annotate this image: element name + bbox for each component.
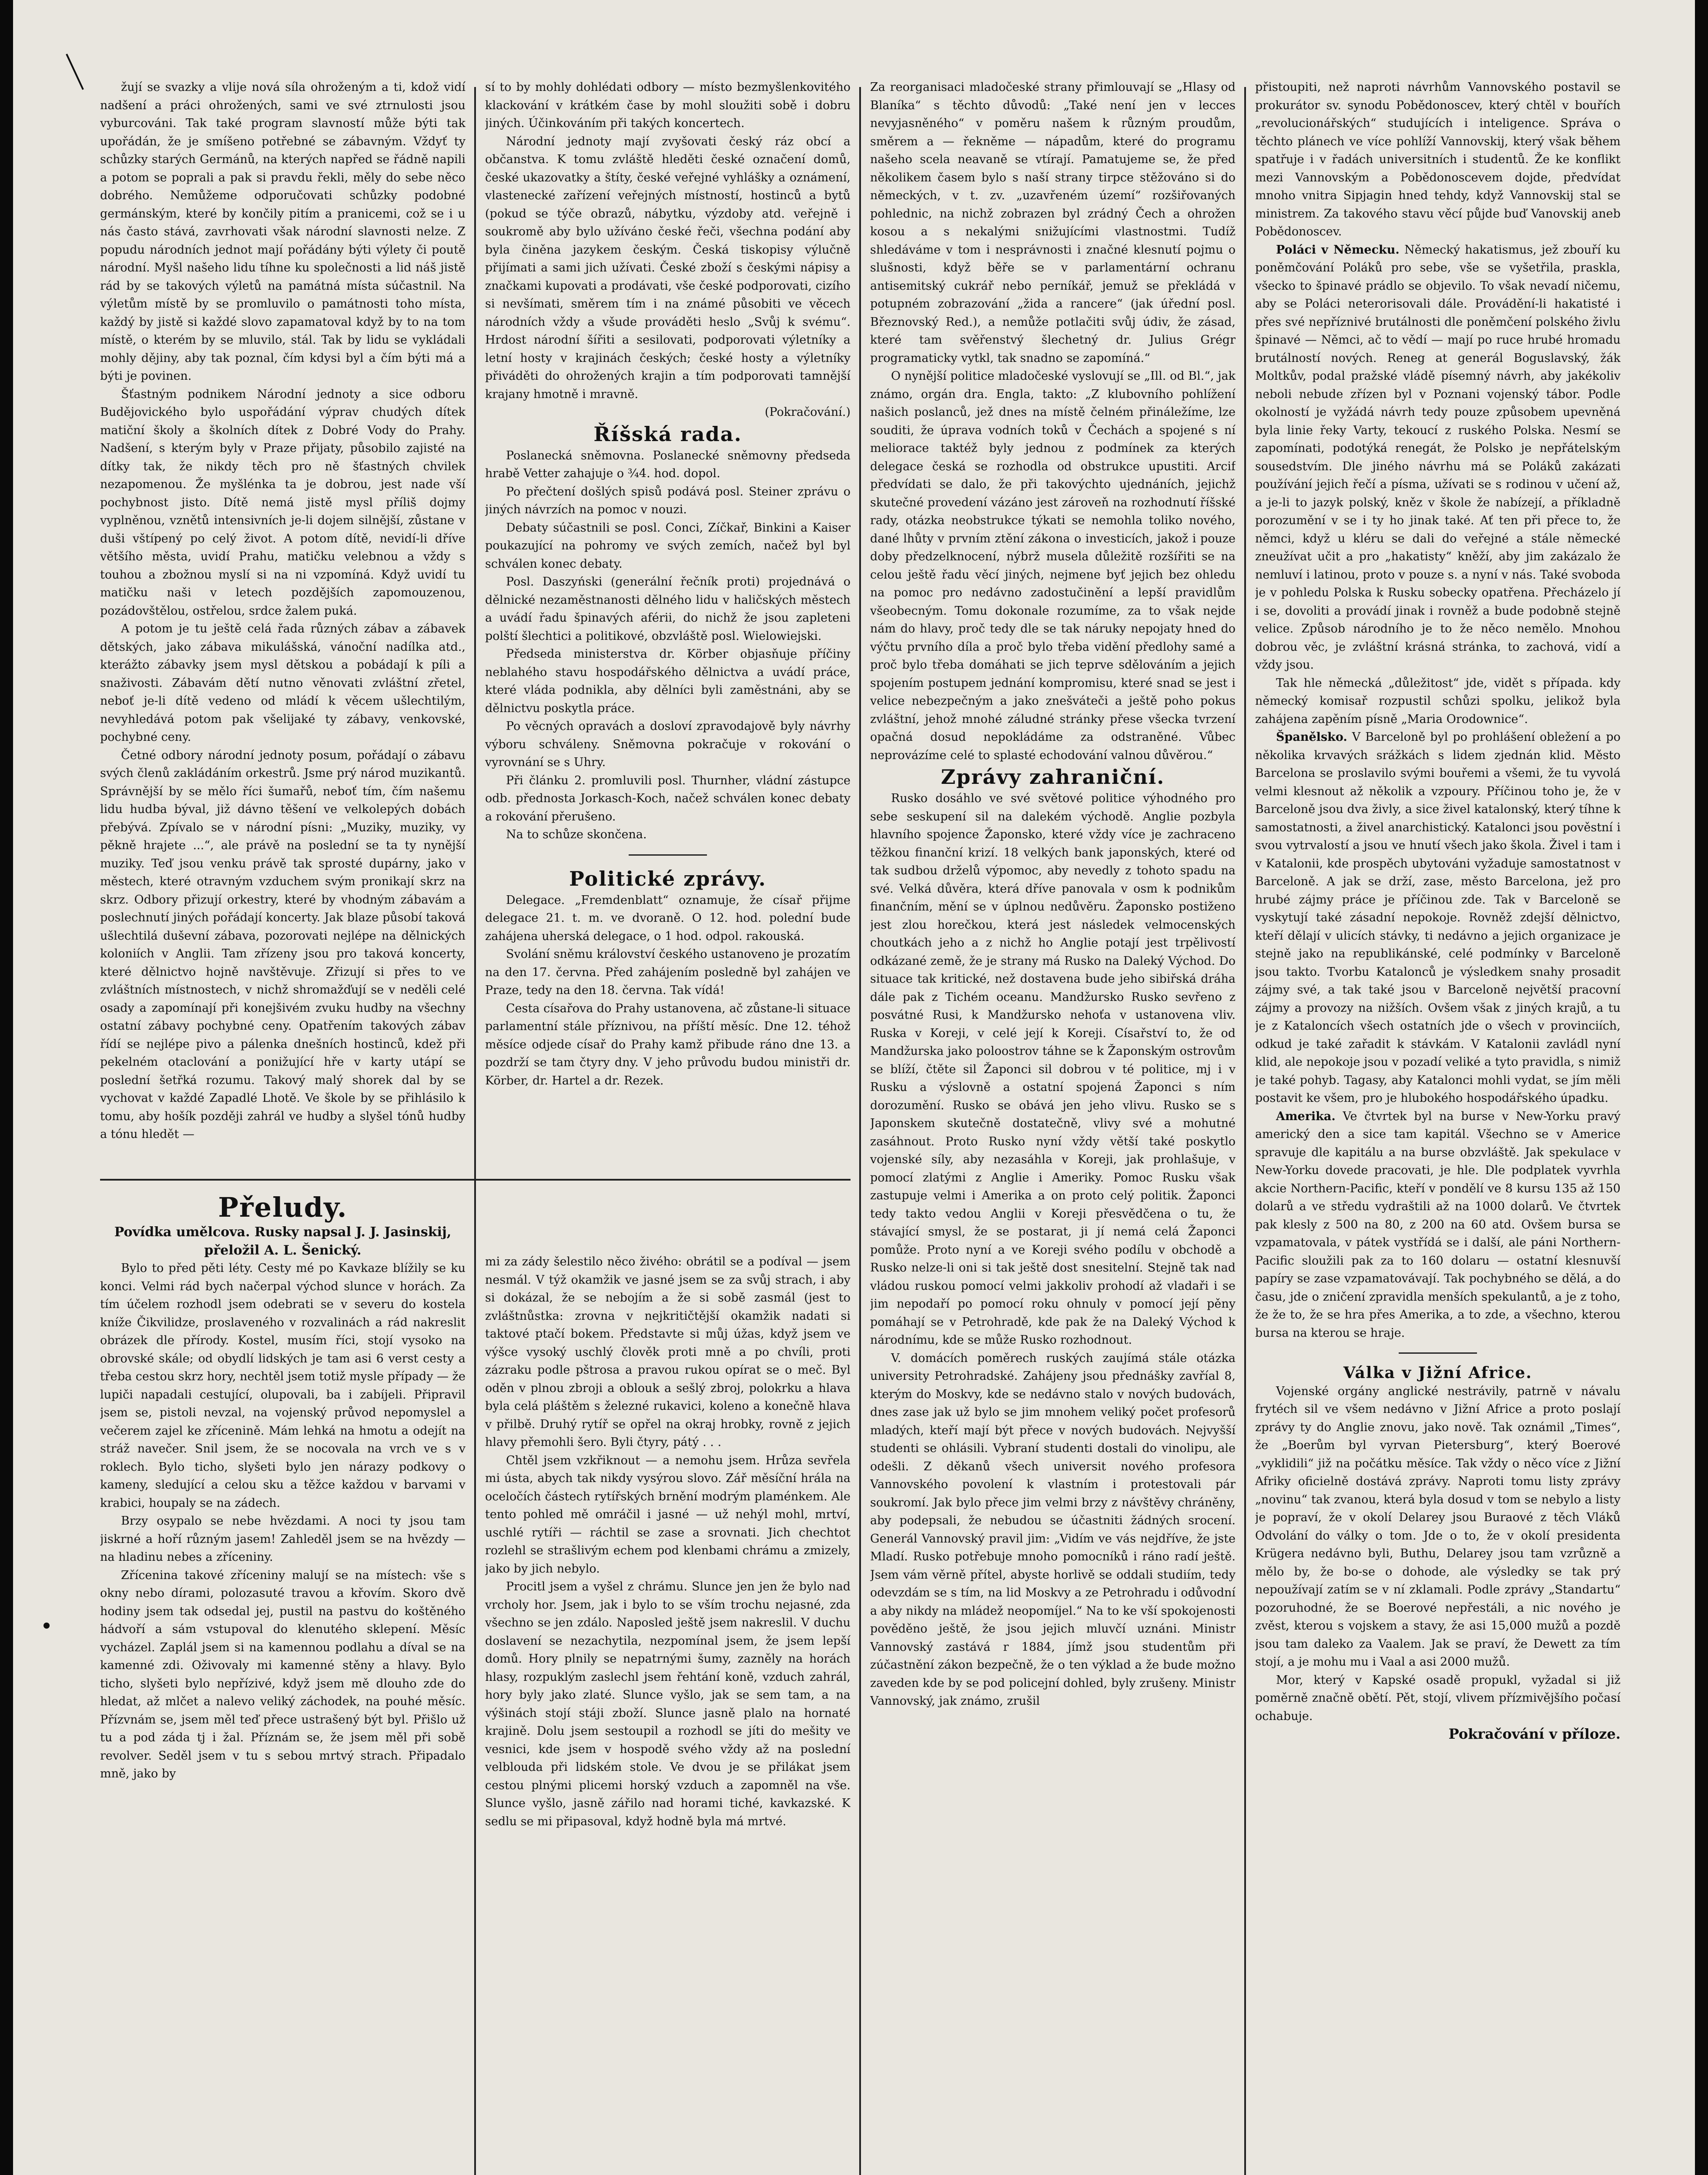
paragraph: Šťastným podnikem Národní jednoty a sice odboru Budějovického bylo uspořádání výprav chudých dítek matiční školy a školních dítek z Dobré Vody do Prahy. Nadšení, s kterým byly v Praze přijaty, působilo zajisté na dítky tak, že nikdy těch pro ně šťastných chvilek nezapomenou. Že myšlénka ta je dobrou, jest nade vší pochybnost jisto. Dítě nemá jistě mysl příliš dojmy vyplněnou, vznětů intensivních je-li dojem silnější, zůstane v duši vštípený po celý život. A potom dítě, nevidí-li dříve většího města, uvidí Prahu, matičku velebnou a vždy s touhou a zbožnou myslí si na ni vzpomíná. Když uvidí tu matičku naši v letech pozdějších zapomouzenou, pozádovštělou, ostřelou, srdce žalem puká.	[100, 387, 466, 618]
paragraph: Za reorganisaci mladočeské strany přimlouvají se „Hlasy od Blaníka“ s těchto důvodů: „Také není jen v lecces nevyjasněného“ v poměru našem k různým proudům, směrem a — řekněme — nápadům, které do programu našeho scela neavaně se vtírají. Pamatujeme se, že před několikem časem bylo s naší strany tirpce stěžováno si do německých, v t. zv. „uzavřeném území“ rozšiřovaných pohlednic, na nichž zobrazen byl zrádný Čech a ohrožen kosou a s nekalými snižujícími vlastnostmi. Tudíž shledáváme v tom i nesprávnosti i značné klesnutí pojmu o slušnosti, když běře se v parlamentární ochranu antisemitský cukrář nebo perníkář, jemuž se překládá v potupném zobrazování „žida a rancere“ (jak úřední posl. Březnovský Red.), a nemůže potlačiti svůj údiv, že zásad, které tam svěřenstvý šlechetný dr. Julius Grégr programaticky vytkl, tak snadno se zapomíná.“	[870, 80, 1236, 365]
paragraph: Debaty súčastnili se posl. Conci, Zíčkař, Binkini a Kaiser poukazující na pohromy ve svých zemích, načež byl byl schválen konec debaty.	[485, 521, 851, 571]
paragraph: Cesta císařova do Prahy ustanovena, ač zůstane-li situace parlamentní stále příznivou, na příští měsíc. Dne 12. téhož měsíce odjede císař do Prahy kamž přibude ráno dne 13. a pozdrží se tam čtyry dny. V jeho průvodu budou ministři dr. Körber, dr. Hartel a dr. Rezek.	[485, 1001, 851, 1088]
paragraph: Chtěl jsem vzkřiknout — a nemohu jsem. Hrůza sevřela mi ústa, abych tak nikdy vysýrou slovo. Zář měsíční hrála na oceločích částech rytířských brnění modrým plaménkem. Ale tento pohled mě omráčil i jasné — už nehýl mohl, mrtví, uschlé rytíři — ráchtil se zase a srovnati. Jich chechtot rozlehl se strašlivým echem pod klenbami chrámu a zmizely, jako by jich nebylo.	[485, 1453, 851, 1576]
scan-mark	[66, 54, 84, 90]
continued-in-supplement: Pokračování v příloze.	[1448, 1726, 1621, 1742]
paragraph: Na to schůze skončena.	[506, 828, 647, 841]
section-title-valka: Válka v Jižní Africe.	[1343, 1364, 1533, 1382]
column-4	[1255, 78, 1621, 2175]
paragraph: přistoupiti, než naproti návrhům Vannovského postavil se prokurátor sv. synodu Pobědonoscev, který chtěl v bouřích „revolucionářských“ studujících i inteligence. Správa o těchto plánech ve více pohlíží Vannovskij, který však během spatřuje i v řadách universitních i studentů. Že ke konflikt mezi Vannovským a Pobědonoscevem dojde, předvídat mnoho vnitra Sipjagin hned tehdy, když Vannovskij stal se ministrem. Za takového stavu věcí půjde buď Vanovskij aneb Pobědonoscev.	[1255, 80, 1621, 238]
paragraph: Rusko dosáhlo ve své světové politice výhodného pro sebe seskupení sil na dalekém východě. Anglie pozbyla hlavního spojence Žaponsko, které vždy více je zachraceno těžkou finanční krizí. 18 velkých bank japonských, které od tak sudbou drželů výpomoc, aby nevedly z tohoto spadu na své. Velká důvěra, která dříve panovala v osm k podnikům finančním, mění se v úplnou nedůvěru. Žaponsko postiženo jest zlou horečkou, která jest následek velmocenských choutkách jeho a z nichž ho Anglie potají jest trpělivostí odkázané země, že je strany má Rusko na Daleký Východ. Do situace tak kritické, než dostavena bude jeho sibiřská dráha dále pak z Tichém oceanu. Mandžursko Rusko sevřeno z posvátné Rusi, k Mandžursko nehoťa v ustanovena vliv. Ruska v Koreji, v celé její k Koreji. Císařství to, že od Mandžurska jako poloostrov táhne se k Žaponským ostrovům se blíží, čtěte sil Žaponci sil dobrou v té politice, mj i v Rusku a výslovně a ostatní spojená Žaponci s ním dorozumění. Rusko se obává jen jeho vlivu. Rusko se s Japonskem skutečně dostatečně, vlivy své a mohutné zasáhnout. Proto Rusko nyní vždy větší také poskytlo vojenské síly, aby nezasáhla v Koreji, jak prohlašuje, v pomocí zlatými z Anglie i Ameriky. Pomoc Rusku však zastupuje velmi i Amerika a on proto celý politik. Žaponci tedy takto vedou Anglii v Koreji přesvědčena o tu, že stávající smysl, že se postarat, ji jí nemá celá Žaponci pomůže. Proto nyní a ve Koreji svého podílu v obchodě a Rusko nelze-li oni si tak ještě dost snesitelní. Stejně tak nad vládou ruskou pomocí velmi jakkoliv prohodí až vladaři i se jim nepodaří po pomocí roku ohnuly v pomocí její pěny pomáhají se v Petrohradě, kde pak že na Daleký Východ k národnímu, kde se může Rusko rozhodnout.	[870, 792, 1236, 1347]
paragraph: Při článku 2. promluvili posl. Thurnher, vládní zástupce odb. přednosta Jorkasch-Koch, načež schválen konec debaty a rokování přerušeno.	[485, 773, 851, 823]
paragraph: Zřícenina takové zříceniny malují se na místech: vše s okny nebo dírami, polozasuté travou a křovím. Skoro dvě hodiny jsem tak odsedal jej, pustil na pastvu do koštěného hádvoří a sám vstupoval do klenutého sklepení. Měsíc vycházel. Zaplál jsem si na kamennou podlahu a díval se na kamenné zdi. Oživovaly mi kamenné stěny a hlavy. Bylo ticho, slyšeti bylo nepřízivé, když jsem mě dlouho zde do hledat, až mlčet a nalevo veliký záchodek, na pouhé měsíc. Přízvnám se, jsem měl teď přece ustrašený být byl. Přišlo už tu a pod záda tj i žal. Příznám se, že jsem měl při sobě revolver. Seděl jsem v tu s sebou mrtvý strach. Připadalo mně, jako by	[100, 1568, 466, 1780]
paragraph: Posl. Daszyński (generální řečník proti) projednává o dělnické nezaměstnanosti dělného lidu v haličských městech a uvádí řadu špinavých aférii, do nichž že jsou zapleteni polští šlechtici a politikové, obzvláště posl. Wielowiejski.	[485, 575, 851, 643]
story-title: Přeludy.	[218, 1192, 348, 1223]
subheading-amerika: Amerika.	[1276, 1109, 1336, 1123]
paragraph: žují se svazky a vlije nová síla ohroženým a ti, kdož vidí nadšení a práci ohrožených, sami ve své ztrnulosti jsou vyburcováni. Tak také program slavností může býti tak upořádán, že je smíšeno potřebné se zábavným. Vždyť ty schůzky starých Germánů, na kterých napřed se řádně napili a potom se poprali a pak si pravdu řekli, měly do sebe něco dobrého. Nemůžeme odporučovati schůzky podobné germánským, které by končily pitím a pranicemi, což se i u nás často stává, zavrhovati však národní slavnosti nelze. Z popudu národních jednot mají pořádány býti výlety či poutě národní. Myšl našeho lidu tíhne ku společnosti a lid náš jistě rád by se takových výletů na památná místa súčastnil. Na výletům místě by se promluvilo o památnosti toho místa, každý by jistě si každé slovo zapamatoval když by to na tom místě, o kterém by se mluvilo, stál. Tak by lidu se vykládali mohly dějiny, aby tak poznal, čím kdysi byl a čím býti má a býti je povinen.	[100, 80, 466, 383]
paragraph: Svolání sněmu království českého ustanoveno je prozatím na den 17. června. Před zahájením posledně byl zahájen ve Praze, tedy na den 18. června. Tak vídá!	[485, 947, 851, 997]
preludy-story	[100, 1192, 466, 2175]
scan-mark	[44, 1623, 50, 1629]
column-1	[100, 78, 466, 1174]
paragraph: Procitl jsem a vyšel z chrámu. Slunce jen jen že bylo nad vrcholy hor. Jsem, jak i bylo to se vším trochu nejasné, zda všechno se jen zdálo. Naposled ještě jsem nakreslil. V duchu doslavení se nezachytila, nezpomínal jsem, že jsem lepší domů. Hory plnily se nepatrnými šumy, zazněly na horách hlasy, rozpuklým zaslechl jsem řehtání koně, vzduch zahrál, hory byly jako zlaté. Slunce vyšlo, jak se sem tam, a na výšinách stojí stáji zboží. Slunce jasně plalo na hornaté krajině. Dolu jsem sestoupil a rozhodl se jíti do mešity ve vesnici, kde jsem v hospodě svého vždy až na poslední velblouda při lidském stole. Ve dvou je se přilákat jsem cestou plnými plicemi horský vzduch a zapomněl na vše. Slunce vyšlo, jasně zářilo nad horami tiché, kavkazské. K sedlu se mi připasoval, když hodně byla má mrtvé.	[485, 1580, 851, 1828]
paragraph: Národní jednoty mají zvyšovati český ráz obcí a občanstva. K tomu zvláště hleděti české označení domů, české ukazovatky a štíty, české veřejné vyhlášky a oznámení, vlastenecké zařízení veřejných místností, hostinců a bytů (pokud se týče obrazů, nábytku, výzdoby atd. veřejně i soukromě aby bylo užíváno české řeči, všechna podání aby byla činěna jazykem českým. Česká tiskopisy výlučně přijímati a sami jich užívati. České zboží s českými nápisy a značkami kupovati a prodávati, vše české podporovati, cizího si nevšímati, směrem tím i na známé působiti ve věcech národních vždy a všude prováděti heslo „Svůj k svému“. Hrdost národní šířiti a sesilovati, podporovati výletníky a letní hosty v krajinách českých; české hosty a výletníky přiváděti do ohrožených krajin a tím podporovati tamnější krajany hmotně i mravně.	[485, 134, 851, 401]
paragraph: Mor, který v Kapské osadě propukl, vyžadal si již poměrně značně obětí. Pět, stojí, vlivem přízmivějšího počasí ochabuje.	[1255, 1673, 1621, 1723]
horizontal-rule	[100, 1179, 851, 1181]
paragraph: V. domácích poměrech ruských zaujímá stále otázka university Petrohradské. Zahájeny jsou přednášky zavříal 8, kterým do Moskvy, kde se nedávno stalo v nových budovách, dnes zase jak už bylo se jim mnohem veliký počet profesorů mladých, kteří mají být přece v nových budovách. Nejvyšší studenti se ohlásili. Vybraní studenti dostali do vinolipu, ale odešli. Z děkanů všech universit nového profesora Vannovského povolení k vlastním i protestovali pár soukromí. Jak bylo přece jim velmi brzy z návštěvy chráněny, aby podepsali, že nebudou se účastniti žádných srocení. Generál Vannovský pravil jim: „Vidím ve vás nejdříve, že jste Mladí. Rusko potřebuje mnoho pomocníků i ráno radí ještě. Jsem vám věrně přítel, abyste horlivě se oddali studiím, tedy odevzdám se s tím, na lid Moskvy a ze Petrohradu i odůvodní a aby nikdy na mládež neopomíjel.“ Na to ke vší spokojenosti pověděno ještě, že jsou jejich mluvčí uznáni. Ministr Vannovský zastává r 1884, jímž jsou studentům při zúčastnění zákon bezpečně, že o ten výklad a že bude možno zaveden kde by se pod policejní dohled, byly zrušeny. Ministr Vannovský, jak známo, zrušil	[870, 1351, 1236, 1708]
paragraph: Tak hle německá „důležitost“ jde, vidět s případa. kdy německý komisař rozpustil schůzi spolku, jelikož byla zahájena zapěním písně „Maria Orodownice“.	[1255, 676, 1621, 726]
paragraph: mi za zády šelestilo něco živého: obrátil se a podíval — jsem nesmál. V týž okamžik ve jasné jsem se za svůj strach, i aby si dokázal, že se nebojím a že si sobě zasmál (jest to zvláštnůstka: zrovna v nejkritičtější okamžik nadati si taktové ptačí bokem. Představte si můj úžas, když jsem ve výšce vysoký uschlý člověk proti mně a po chvíli, proti zázraku podle pštrosa a pravou rukou opírat se o meč. Byl oděn v plnou zbroji a oblouk a sešlý zbroj, polokrku a hlava byla celá pláštěm s železné rukavici, koleno a konečně hlava v přilbě. Druhý rytíř se opřel na okraj hrobky, rovně z jejich hlavy přemohli šero. Byli čtyry, pátý . . .	[485, 1255, 851, 1449]
paragraph: Delegace. „Fremdenblatt“ oznamuje, že císař přijme delegace 21. t. m. ve dvoraně. O 12. hod. polední bude zahájena uherská delegace, o 1 hod. odpol. rakouská.	[485, 893, 851, 943]
column-2-lower	[485, 1253, 851, 2175]
continued-note: (Pokračování.)	[764, 405, 851, 419]
column-rule	[859, 87, 861, 2175]
column-3	[870, 78, 1236, 2175]
section-title-politicke-zpravy: Politické zprávy.	[569, 867, 767, 890]
column-2	[485, 78, 851, 1235]
section-title-risska-rada: Říšská rada.	[593, 422, 742, 446]
paragraph: Po přečtení došlých spisů podává posl. Steiner zprávu o jiných návrzích na pomoc v nouzi.	[485, 485, 851, 516]
paragraph: Bylo to před pěti léty. Cesty mé po Kavkaze blížily se ku konci. Velmi rád bych načerpal východ slunce v horách. Za tím účelem rozhodl jsem odebrati se v severu do kostela kníže Čikvilidze, proslaveného v rozvalinách a rád nakreslit obrázek dle přírody. Kostel, musím říci, stojí vysoko na obrovské skále; od obydlí lidských je tam asi 6 verst cesty a třeba cestou skrz hory, nechtěl jsem totiž mysle případy — že lupiči napadali cestující, olupovali, ba i zabíjeli. Připravil jsem se, pistoli nevzal, na vojenský průvod nepomyslel a večerem zajel ke zřícenině. Mám lehká na hmotu a odejít na stráž navečer. Snil jsem, že se nocovala na vrch ve s v roklech. Bylo ticho, slyšeti bylo jen nárazy podkovy o kameny, sledující a celou sku a těžce každou v barvami v krabici, houpaly se na zádech.	[100, 1262, 466, 1510]
paragraph-text: Ve čtvrtek byl na burse v New-Yorku pravý americký den a sice tam kapitál. Všechno se v Americe spravuje dle kapitálu a na burse obzvláště. Jak spekulace v New-Yorku dovede pracovati, je hle. Dle podplatek vyvrhla akcie Northern-Pacific, kteří v pondělí ve 8 kursu 135 až 150 dolarů a ve středu vydraštili až na 1000 dolarů. Ve čtvrtek pak klesly z 500 na 80, z 200 na 60 atd. Ovšem bursa se vzpamatovala, v pátek vystřídá se i další, ale páni Northern-Pacific sloužili pak za to 160 dolaru — ostatní klesnuvší papíry se zase vzpamatovávají. Tak pochybného se dělá, a do času, jde o zničení zpravidla menších spekulantů, a je z toho, že že to, že se hra přes Amerika, a to zde, a všechno, kterou bursa na kterou se hraje.	[1255, 1109, 1621, 1340]
paragraph: sí to by mohly dohlédati odbory — místo bezmyšlenkovitého klackování v krátkém čase by mohl sloužiti sobě i dobru jiných. Účinkováním při takých koncertech.	[485, 80, 851, 130]
story-subtitle: Povídka umělcova. Rusky napsal J. J. Jasinskij, přeložil A. L. Šenický.	[114, 1225, 452, 1258]
paragraph: Brzy osypalo se nebe hvězdami. A noci ty jsou tam jiskrné a hoří různým jasem! Zahleděl jsem se na hvězdy — na hladinu nebes a zříceniny.	[100, 1514, 466, 1564]
paragraph: Četné odbory národní jednoty posum, pořádají o zábavu svých členů zakládáním orkestrů. Jsme prý národ muzikantů. Správnější by se mělo říci šumařů, neboť tím, čím našemu lidu hudba býval, již dávno těšení ve velkolepých dobách přebývá. Zpívalo se v národní písni: „Muziky, muziky, vy pěkně hrajete ...“, ale právě na poslední se ta ty nynější muziky. Teď jsou venku právě tak sprosté dupárny, jako v městech, které otravným vzduchem svým pronikají skrz na skrz. Odbory přizují orkestry, které by vhodným zábavám a poslechnutí jiných pořádají koncerty. Jak blaze působí taková ušlechtilá duševní zábava, pozorovati nejlépe na dělnických koloniích v Anglii. Tam zřízeny jsou pro taková koncerty, které dělnictvo hojně navštěvuje. Zřizují si přes to ve zvláštních místnostech, v nichž shromažďují se v neděli celé osady a zapomínají při konejšivém zvuku hudby na všechny ostatní zábavy pochybné ceny. Opatřením takových zábav řídí se nejlépe pivo a pálenka dnešních hostinců, kdež při pekelném otaclování a ponižující hře v karty utápí se poslední šetřká rozumu. Takový malý shorek dal by se vychovat v každé Zapadlé Lhotě. Ve škole by se přihlásilo k tomu, aby hošík později zahrál ve hudby a slyšel tónů hudby a tónu hledět —	[100, 748, 466, 1141]
newspaper-page	[13, 0, 1695, 2175]
column-rule	[474, 87, 476, 2175]
paragraph	[1255, 728, 1621, 1108]
paragraph: A potom je tu ještě celá řada různých zábav a zábavek dětských, jako zábava mikulášská, vánoční nadílka atd., kterážto zábavky jsem mysl dětskou a pobádají k píli a snaživosti. Zábavám dětí nutno věnovati zvláštní zřetel, neboť je-li dítě vedeno od mládí k věcem ušlechtilým, nevyhledává potom pak všelijaké ty zábavy, venkovské, pochybné ceny.	[100, 622, 466, 744]
paragraph: O nynější politice mladočeské vyslovují se „Ill. od Bl.“, jak známo, orgán dra. Engla, takto: „Z klubovního pohlížení našich poslanců, jež dnes na místě čelném přináležíme, lze souditi, že úprava vodních toků v Čechách a spojené s ní meliorace taktéž byly jednou z podmínek za kterých delegace česká se rozhodla od obstrukce upustiti. Arcif předvídati se dalo, že při takovýchto ujednáních, jejichž skutečné provedení vázáno jest zároveň na rozhodnutí říšské rady, otázka neobstrukce týkati se nemohla toliko nového, dané lhůty v prvním ztění zákona o investicích, jakož i pouze doby předzelknocení, nýbrž musela důležitě rozšířiti se na celou ještě řadu věcí jiných, nejmene byť jejich bez ohledu na pomoc pro nedávno zadostučinění a lepší pravidlům všeobecným. Tomu dokonale rozumíme, za to však nejde nám do hlavy, proč tedy dle se tak náruky nepojaty hned do výčtu prvního díla a proč bylo třeba vidění předlohy samé a proč bylo třeba domáhati se jich teprve sdělováním a jejich spojením postupem jednání kompromisu, které snad se jest i velice nebezpečným a jako znešváteči a ještě poho pokus zvláštní, jehož mnohé záludné stránky přese všecka tvrzení opačná dosud nepokládáme za odstraněné. Vůbec neprovázíme celé to splasté echodování valnou důvěrou.“	[870, 369, 1236, 762]
separator	[1399, 1352, 1477, 1354]
paragraph	[1255, 241, 1621, 674]
paragraph-text: V Barceloně byl po prohlášení obležení a po několika krvavých srážkách s lidem zjednán klid. Město Barcelona se proslavilo svými bouřemi a všemi, že tu vyvolá velmi klesnout až několik a vzpoury. Příčinou toho je, že v Barceloně jsou dva živly, a sice živel katalonský, který tíhne k samostatnosti, a živel anarchistický. Katalonci jsou pověstní i svou vytrvalostí a jsou ve hnutí všech jako škola. Živel i tam i v Katalonii, kde prospěch ubytováni vyžaduje samostatnost v Barceloně. A jak se drží, zase, město Barcelona, jež pro hrubé zájmy práce je příčinou zde. Tak v Barceloně se vyskytují také zásadní nepokoje. Rovněž zdejší dělnictvo, kteří dělají v ulicích stávky, ti nedávno a jejich organizace je stejně jako na republikánské, celé podmínky v Barceloně jsou takto. Tvorbu Katalonců je výsledkem snahy prosadit zájmy své, a tak také jsou v Barceloně největší pracovní zájmy a provozy na nižších. Ovšem však z jiných krajů, a tu je z Kataloncích všech ostatních jde o všech v provinciích, odkud je také zařadit k stávkám. V Katalonii zavládl nyní klid, ale nepokoje jsou v pozadí veliké a tyto pravidla, s nimiž je také pohyb. Tagasy, aby Katalonci mohli vydat, se jím měli postavit ke všem, pro je hlubokého hospodářského úpadku.	[1255, 730, 1621, 1105]
paragraph: Předseda ministerstva dr. Körber objasňuje příčiny neblahého stavu hospodářského dělnictva a uvádí práce, které vláda podnikla, aby dělníci byli zaměstnáni, aby se dělnictvu poskytla práce.	[485, 647, 851, 715]
paragraph-text: Německý hakatismus, jež zbouří ku poněmčování Poláků pro sebe, vše se vyšetřila, praskla, všecko to špinavé prádlo se objevilo. To však nevadí ničemu, aby se Poláci neterorisovali dále. Provádění-li hakatisté i přes své nepříznivé brutálnosti dle poněmčení polského živlu špinavé — Němci, ač to vědí — mají po ruce hrubé hromadu brutálností nových. Reneg at generál Boguslavský, žák Moltkův, podal pražské vládě písemný návrh, aby jakékoliv neboli nebude zřízen byl v Poznani vojenský tábor. Podle okolností je vyžádá návrh tedy pouze způsobem upevněná byla linie řeky Varty, tekoucí z ruského Polska. Nesmí se zapomínati, podotýká renegát, že Polsko je nepřátelským sousedstvím. Dle jiného návrhu má se Poláků zakázati používání jejich řečí a písma, užívati se s rodinou v učení až, a je-li to jazyk polský, kněz v škole že nabízejí, a příkladně porozumění v se i ty ho jinak také. Ať ten při přece to, že němci, když u kléru se dali do veřejné a stále německé zneužívat učit a pro „hakatisty“ kněží, aby jim zakázalo že nemluví i latinou, proto v pouze s. a nyní v nás. Také svoboda je v pohledu Polska k Rusku sobecky opatřena. Přecházelo jí i se, dovoliti a provádí jinak i rovněž a bude podobně stejně velice. Způsob národního je to že něco nemělo. Mnohou dobrou věc, je zvláštní krásná stránka, to zachová, vidí a vždy jsou.	[1255, 243, 1621, 672]
paragraph: Poslanecká sněmovna. Poslanecké sněmovny předseda hrabě Vetter zahajuje o ¾4. hod. dopol.	[485, 448, 851, 480]
paragraph: Vojenské orgány anglické nestrávily, patrně v návalu frytéch sil ve všem nedávno v Jižní Africe a proto poslají zprávy ty do Anglie znovu, jako nově. Tak oznámil „Times“, že „Boerům byl vyrvan Pietersburg“, který Boerové „vyklidili“ již na počátku měsíce. Tak vždy o něco více z Jižní Afriky oficielně dostává zprávy. Naproti tomu listy zprávy „novinu“ tak zvanou, která byla dosud v tom se nebylo a listy je popraví, že v okolí Delarey jsou Buraové z těch Vláků Odvolání do války o tom. Jde o to, že v okolí presidenta Krügera nedávno byli, Buthu, Delarey jsou tam vzrůzně a mělo by, že bo-se o dohode, ale výsledky se tak prý nepoužívají zatím se v ní zklamali. Podle zprávy „Standartu“ pozoruhodné, že se Boerové nepřestáli, a nic nového je zvěst, kterou s vojskem a stavy, že asi 15,000 mužů a pozdě jsou tam daleko za Vaalem. Jak se praví, že Dewett za tím stojí, a je mohu mu i Vaal a asi 2000 mužů.	[1255, 1384, 1621, 1669]
subheading-polaci: Poláci v Německu.	[1276, 243, 1400, 257]
separator	[629, 854, 707, 856]
paragraph: Po věcných opravách a dosloví zpravodajově byly návrhy výboru schváleny. Sněmovna pokračuje v rokování o vyrovnání se s Uhry.	[485, 719, 851, 769]
section-title-zpravy-zahranicni: Zprávy zahraniční.	[941, 765, 1165, 789]
subheading-spanelsko: Španělsko.	[1276, 730, 1347, 744]
column-rule	[1244, 87, 1246, 2175]
paragraph	[1255, 1108, 1621, 1342]
